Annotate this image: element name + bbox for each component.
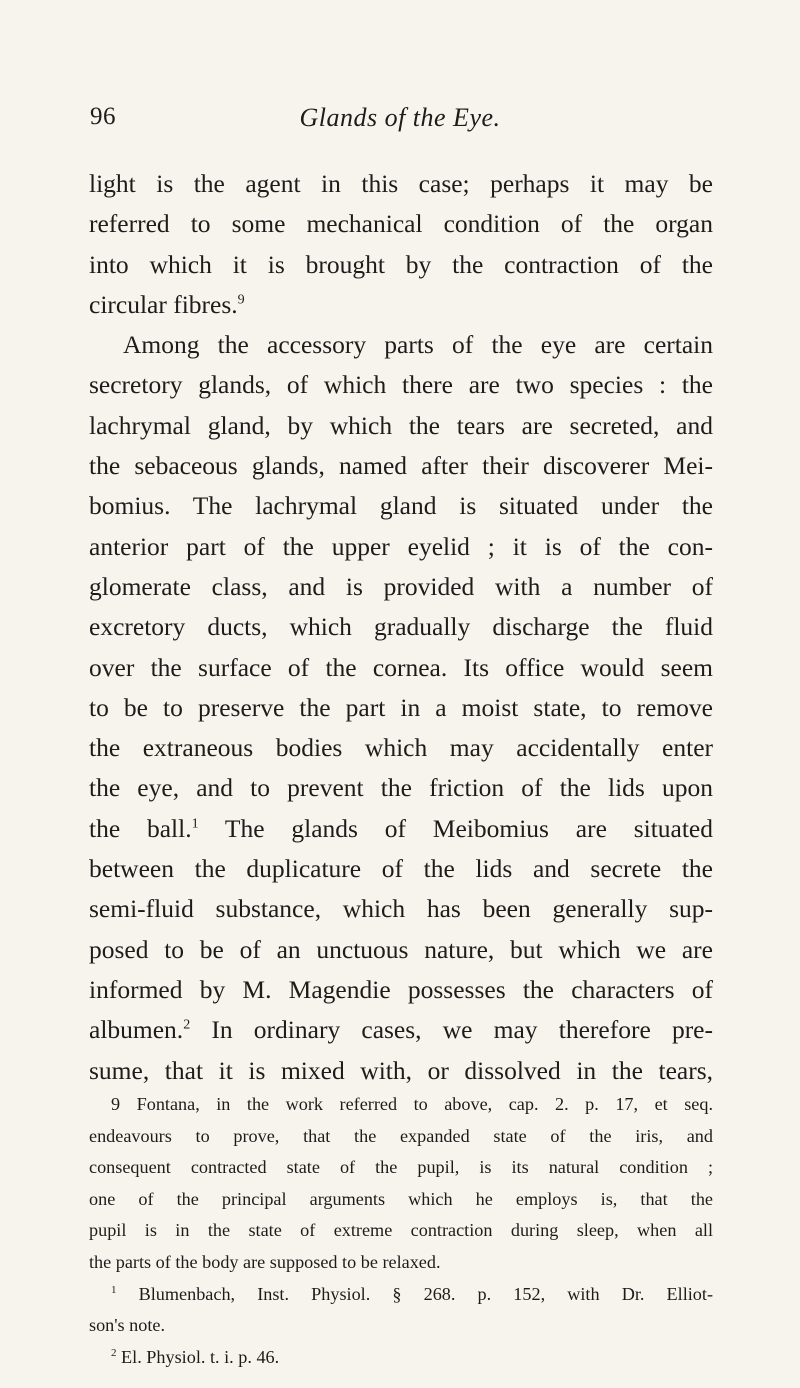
text-line: referred to some mechanical condition of the organ [89,209,713,239]
text-line: lachrymal gland, by which the tears are secreted, and [89,410,713,440]
text-line: into which it is brought by the contraction of the [89,249,713,279]
text-line: semi-fluid substance, which has been generally sup- [89,894,713,924]
footnote-line: endeavours to prove, that the expanded state of the iris, and [89,1125,713,1146]
running-title: Glands of the Eye. [299,103,501,132]
text-line: informed by M. Magendie possesses the characters of [89,974,713,1004]
footnote-ref-9: 9 [237,292,245,308]
footnote-line: pupil is in the state of extreme contraction during sleep, when all [89,1220,713,1241]
body-text [89,164,713,1091]
text-segment: El. Physiol. t. i. p. 46. [121,1346,280,1367]
text-line: the eye, and to prevent the friction of the lids upon [89,773,713,803]
text-line: excretory ducts, which gradually discharge the fluid [89,612,713,642]
text-line: the extraneous bodies which may accidentally enter [89,733,713,763]
text-line: bomius. The lachrymal gland is situated under the [89,491,713,521]
footnote-line: 9 Fontana, in the work referred to above, cap. 2. p. 17, et seq. [111,1094,713,1114]
footnotes [89,1089,713,1373]
text-segment: The glands of Meibomius are situated [224,813,714,843]
footnote-marker-1: 1 [111,1283,117,1296]
footnote-line: one of the principal arguments which he employs is, that the [89,1188,713,1209]
footnote-line: the parts of the body are supposed to be relaxed. [89,1251,441,1272]
text-line: Among the accessory parts of the eye are certain [123,330,713,360]
footnote-marker-2: 2 [111,1346,117,1359]
footnote-line: son's note. [89,1315,166,1336]
text-line [89,285,713,325]
footnote-ref-1: 1 [191,816,199,832]
text-segment: circular fibres. [89,289,238,319]
text-line [89,809,713,849]
text-line [89,1010,713,1050]
text-segment: albumen. [89,1015,184,1045]
footnote-line: consequent contracted state of the pupil, is its natural condition ; [89,1157,713,1178]
text-line: glomerate class, and is provided with a number of [89,571,713,601]
footnote-line [89,1342,713,1374]
text-segment: the ball. [89,813,192,843]
text-line: posed to be of an unctuous nature, but which we are [89,934,713,964]
text-line: over the surface of the cornea. Its office would seem [89,652,713,682]
text-segment: In ordinary cases, we may therefore pre- [211,1015,713,1045]
text-line: the sebaceous glands, named after their discoverer Mei- [89,451,713,481]
text-line: secretory glands, of which there are two species : the [89,370,713,400]
text-segment: Blumenbach, Inst. Physiol. § 268. p. 152, with Dr. Elliot- [138,1283,714,1304]
text-line: between the duplicature of the lids and secrete the [89,854,713,884]
footnote-line [89,1279,713,1311]
text-line: sume, that it is mixed with, or dissolved in the tears, [89,1055,713,1085]
page-number: 96 [90,103,116,130]
page-header [90,103,710,143]
text-line: light is the agent in this case; perhaps it may be [89,169,713,198]
text-line: anterior part of the upper eyelid ; it is of the con- [89,531,713,561]
text-line: to be to preserve the part in a moist state, to remove [89,692,713,722]
footnote-ref-2: 2 [183,1017,191,1033]
